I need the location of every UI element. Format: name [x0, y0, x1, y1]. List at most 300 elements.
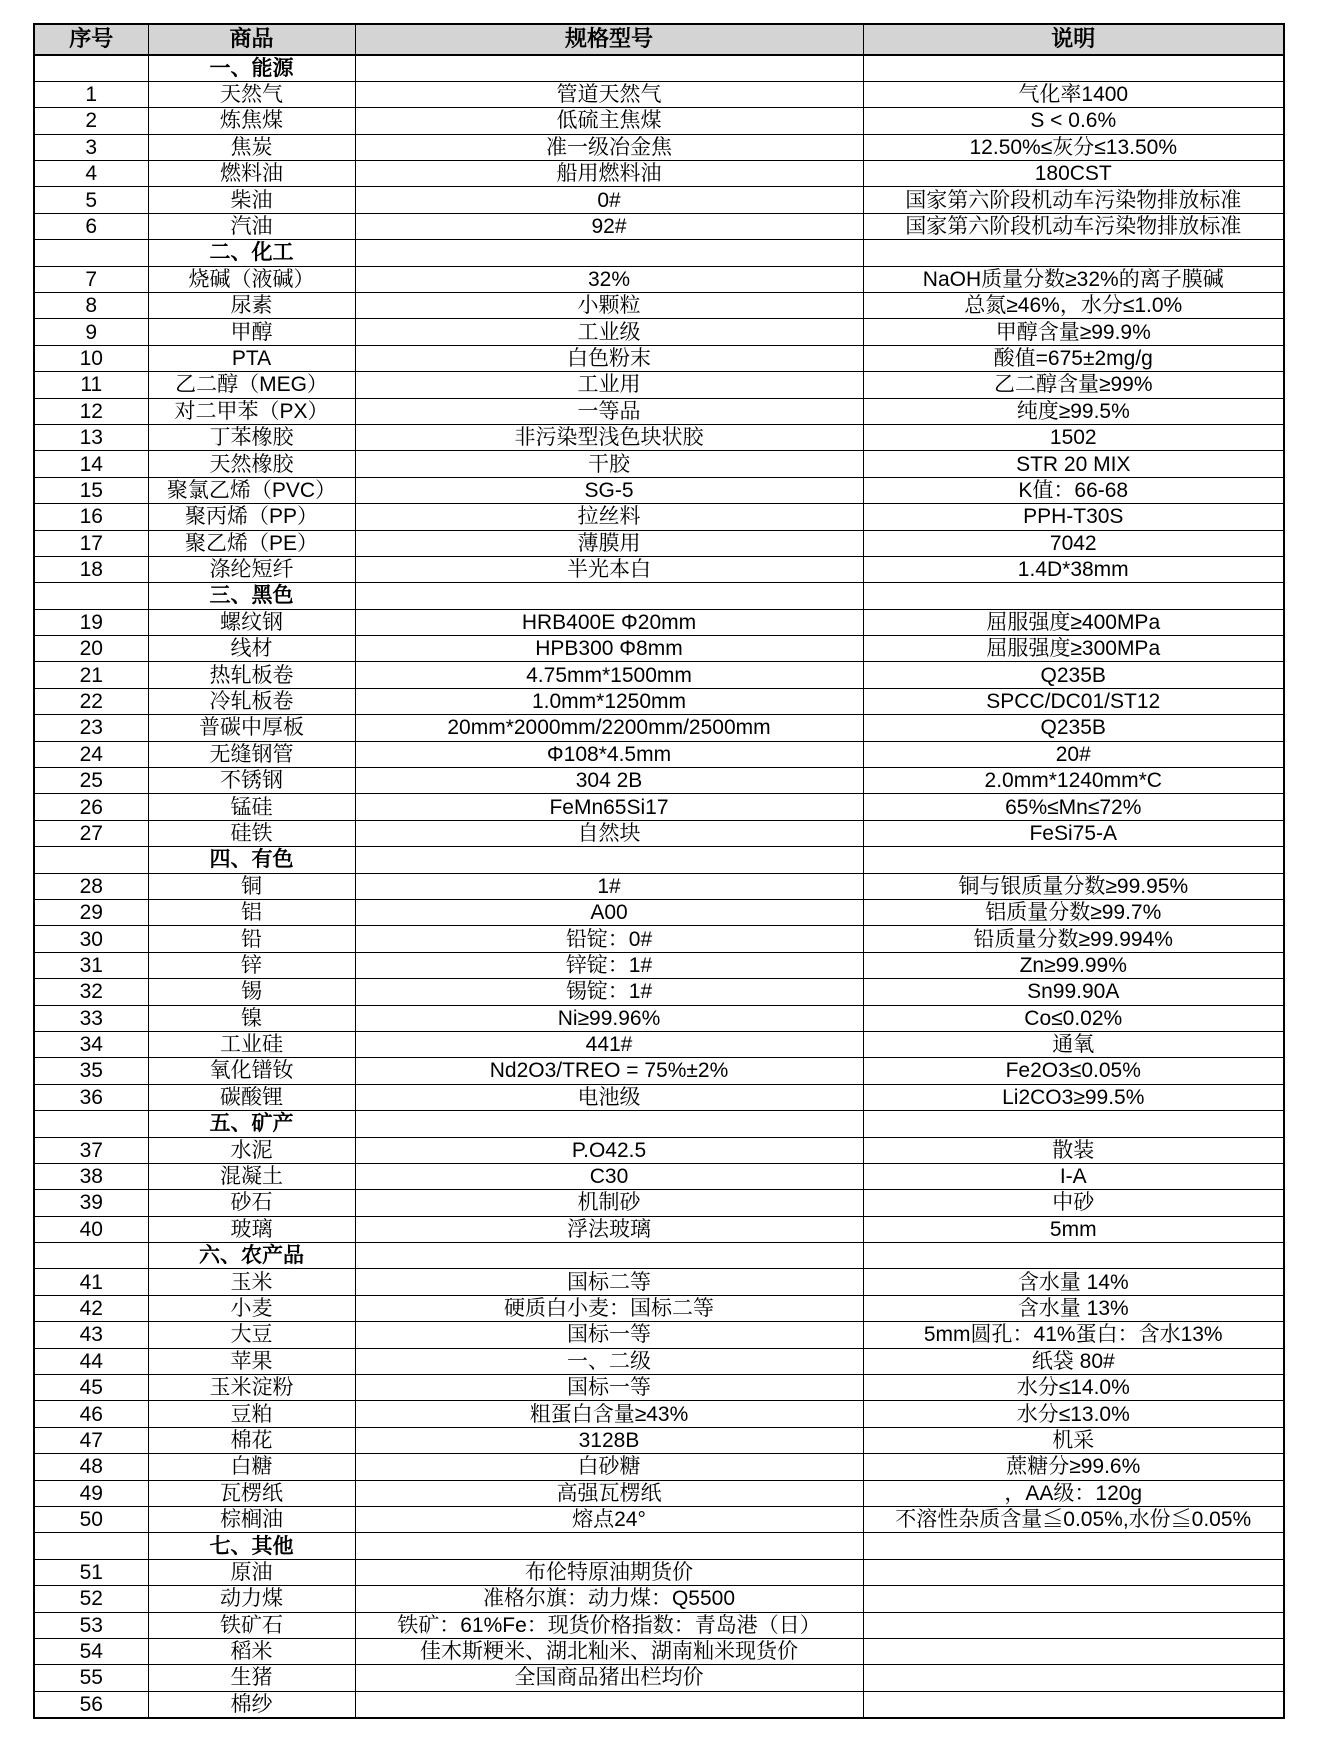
cell-note	[863, 55, 1284, 81]
cell-note: Zn≥99.99%	[863, 952, 1284, 978]
item-row	[34, 1163, 1284, 1189]
cell-note: NaOH质量分数≥32%的离子膜碱	[863, 266, 1284, 292]
cell-no: 45	[34, 1375, 148, 1401]
cell-no: 16	[34, 504, 148, 530]
item-row	[34, 688, 1284, 714]
cell-spec: 一等品	[355, 398, 863, 424]
cell-note: 通氧	[863, 1031, 1284, 1057]
cell-note: 乙二醇含量≥99%	[863, 372, 1284, 398]
cell-note: 1.4D*38mm	[863, 556, 1284, 582]
item-row	[34, 1322, 1284, 1348]
cell-commodity: 砂石	[148, 1190, 355, 1216]
item-row	[34, 1031, 1284, 1057]
cell-spec: 0#	[355, 187, 863, 213]
cell-note: SPCC/DC01/ST12	[863, 688, 1284, 714]
cell-note: 不溶性杂质含量≦0.05%,水份≦0.05%	[863, 1506, 1284, 1532]
cell-note: 5mm圆孔：41%蛋白：含水13%	[863, 1322, 1284, 1348]
cell-no: 37	[34, 1137, 148, 1163]
cell-commodity: 对二甲苯（PX）	[148, 398, 355, 424]
cell-no: 48	[34, 1454, 148, 1480]
cell-commodity: 丁苯橡胶	[148, 424, 355, 450]
item-row	[34, 1454, 1284, 1480]
cell-no: 41	[34, 1269, 148, 1295]
item-row	[34, 1295, 1284, 1321]
cell-commodity: 聚氯乙烯（PVC）	[148, 477, 355, 503]
cell-note: 12.50%≤灰分≤13.50%	[863, 134, 1284, 160]
item-row	[34, 108, 1284, 134]
item-row	[34, 979, 1284, 1005]
section-title: 七、其他	[148, 1533, 355, 1559]
cell-spec: Nd2O3/TREO = 75%±2%	[355, 1058, 863, 1084]
cell-commodity: 棕榈油	[148, 1506, 355, 1532]
item-row	[34, 161, 1284, 187]
cell-no: 12	[34, 398, 148, 424]
item-row	[34, 1058, 1284, 1084]
item-row	[34, 424, 1284, 450]
cell-note	[863, 1533, 1284, 1559]
cell-no: 23	[34, 715, 148, 741]
cell-note: 含水量 14%	[863, 1269, 1284, 1295]
cell-commodity: 甲醇	[148, 319, 355, 345]
cell-commodity: 铅	[148, 926, 355, 952]
cell-commodity: 柴油	[148, 187, 355, 213]
item-row	[34, 81, 1284, 107]
cell-commodity: 镍	[148, 1005, 355, 1031]
cell-note	[863, 1243, 1284, 1269]
cell-no: 51	[34, 1559, 148, 1585]
cell-no: 49	[34, 1480, 148, 1506]
cell-commodity: 涤纶短纤	[148, 556, 355, 582]
header-cell-no: 序号	[34, 24, 148, 55]
cell-commodity: 稻米	[148, 1638, 355, 1664]
item-row	[34, 662, 1284, 688]
commodity-table-body	[34, 55, 1284, 1718]
cell-note: 总氮≥46%，水分≤1.0%	[863, 293, 1284, 319]
cell-no: 35	[34, 1058, 148, 1084]
cell-commodity: 豆粕	[148, 1401, 355, 1427]
cell-note: 65%≤Mn≤72%	[863, 794, 1284, 820]
cell-spec: 3128B	[355, 1427, 863, 1453]
cell-note: 2.0mm*1240mm*C	[863, 768, 1284, 794]
item-row	[34, 1375, 1284, 1401]
item-row	[34, 1401, 1284, 1427]
cell-note	[863, 1111, 1284, 1137]
cell-note: 中砂	[863, 1190, 1284, 1216]
cell-no: 10	[34, 345, 148, 371]
cell-no: 34	[34, 1031, 148, 1057]
cell-no: 33	[34, 1005, 148, 1031]
cell-spec: 白色粉末	[355, 345, 863, 371]
cell-no: 42	[34, 1295, 148, 1321]
cell-no: 21	[34, 662, 148, 688]
cell-commodity: 天然橡胶	[148, 451, 355, 477]
cell-spec: 薄膜用	[355, 530, 863, 556]
cell-spec: 非污染型浅色块状胶	[355, 424, 863, 450]
cell-note	[863, 1665, 1284, 1691]
table-header	[34, 24, 1284, 55]
cell-spec	[355, 1533, 863, 1559]
cell-spec: 高强瓦楞纸	[355, 1480, 863, 1506]
cell-spec: 一、二级	[355, 1348, 863, 1374]
cell-note	[863, 583, 1284, 609]
item-row	[34, 293, 1284, 319]
cell-no: 44	[34, 1348, 148, 1374]
cell-note: 铝质量分数≥99.7%	[863, 900, 1284, 926]
cell-commodity: 大豆	[148, 1322, 355, 1348]
cell-no	[34, 55, 148, 81]
item-row	[34, 187, 1284, 213]
item-row	[34, 1665, 1284, 1691]
cell-spec: Φ108*4.5mm	[355, 741, 863, 767]
cell-no: 54	[34, 1638, 148, 1664]
cell-note: 5mm	[863, 1216, 1284, 1242]
item-row	[34, 926, 1284, 952]
item-row	[34, 372, 1284, 398]
cell-spec: 粗蛋白含量≥43%	[355, 1401, 863, 1427]
section-row	[34, 847, 1284, 873]
cell-note: 铅质量分数≥99.994%	[863, 926, 1284, 952]
cell-note: 气化率1400	[863, 81, 1284, 107]
cell-spec: 铁矿：61%Fe：现货价格指数：青岛港（日）	[355, 1612, 863, 1638]
cell-spec: 国标一等	[355, 1322, 863, 1348]
cell-spec: HPB300 Φ8mm	[355, 636, 863, 662]
cell-spec: 92#	[355, 213, 863, 239]
cell-commodity: 尿素	[148, 293, 355, 319]
cell-no	[34, 1243, 148, 1269]
cell-no: 1	[34, 81, 148, 107]
section-row	[34, 240, 1284, 266]
cell-spec: 熔点24°	[355, 1506, 863, 1532]
item-row	[34, 1348, 1284, 1374]
cell-note: 水分≤14.0%	[863, 1375, 1284, 1401]
cell-note: Co≤0.02%	[863, 1005, 1284, 1031]
cell-commodity: 铁矿石	[148, 1612, 355, 1638]
item-row	[34, 715, 1284, 741]
cell-no: 4	[34, 161, 148, 187]
item-row	[34, 451, 1284, 477]
cell-spec	[355, 583, 863, 609]
cell-commodity: PTA	[148, 345, 355, 371]
cell-note: Q235B	[863, 715, 1284, 741]
item-row	[34, 1005, 1284, 1031]
item-row	[34, 345, 1284, 371]
cell-no: 6	[34, 213, 148, 239]
cell-note: 屈服强度≥300MPa	[863, 636, 1284, 662]
cell-commodity: 汽油	[148, 213, 355, 239]
cell-spec: 自然块	[355, 820, 863, 846]
cell-commodity: 普碳中厚板	[148, 715, 355, 741]
cell-spec: 机制砂	[355, 1190, 863, 1216]
cell-commodity: 混凝土	[148, 1163, 355, 1189]
cell-no: 3	[34, 134, 148, 160]
cell-no: 29	[34, 900, 148, 926]
cell-note: Fe2O3≤0.05%	[863, 1058, 1284, 1084]
cell-commodity: 铜	[148, 873, 355, 899]
cell-commodity: 动力煤	[148, 1586, 355, 1612]
cell-spec: 工业用	[355, 372, 863, 398]
item-row	[34, 504, 1284, 530]
cell-commodity: 棉花	[148, 1427, 355, 1453]
item-row	[34, 900, 1284, 926]
item-row	[34, 873, 1284, 899]
cell-note: 含水量 13%	[863, 1295, 1284, 1321]
cell-note: S < 0.6%	[863, 108, 1284, 134]
item-row	[34, 1612, 1284, 1638]
cell-spec: A00	[355, 900, 863, 926]
cell-spec: 硬质白小麦：国标二等	[355, 1295, 863, 1321]
cell-spec: 国标一等	[355, 1375, 863, 1401]
cell-commodity: 锰硅	[148, 794, 355, 820]
cell-no: 8	[34, 293, 148, 319]
cell-note: Sn99.90A	[863, 979, 1284, 1005]
cell-no	[34, 583, 148, 609]
cell-spec: 干胶	[355, 451, 863, 477]
cell-no: 47	[34, 1427, 148, 1453]
item-row	[34, 820, 1284, 846]
cell-no: 25	[34, 768, 148, 794]
cell-note: 蔗糖分≥99.6%	[863, 1454, 1284, 1480]
cell-note: ，AA级：120g	[863, 1480, 1284, 1506]
cell-no: 5	[34, 187, 148, 213]
cell-no: 26	[34, 794, 148, 820]
cell-spec	[355, 240, 863, 266]
section-row	[34, 1243, 1284, 1269]
cell-note	[863, 847, 1284, 873]
cell-spec	[355, 1243, 863, 1269]
cell-note: 水分≤13.0%	[863, 1401, 1284, 1427]
cell-spec: 铅锭：0#	[355, 926, 863, 952]
cell-commodity: 氧化镨钕	[148, 1058, 355, 1084]
cell-no: 39	[34, 1190, 148, 1216]
cell-note: 1502	[863, 424, 1284, 450]
section-title: 三、黑色	[148, 583, 355, 609]
cell-spec: 佳木斯粳米、湖北籼米、湖南籼米现货价	[355, 1638, 863, 1664]
cell-no: 30	[34, 926, 148, 952]
cell-no	[34, 1111, 148, 1137]
section-title: 四、有色	[148, 847, 355, 873]
cell-no: 46	[34, 1401, 148, 1427]
cell-note	[863, 1691, 1284, 1717]
cell-no: 56	[34, 1691, 148, 1717]
cell-no: 11	[34, 372, 148, 398]
item-row	[34, 266, 1284, 292]
cell-spec: 准格尔旗：动力煤：Q5500	[355, 1586, 863, 1612]
cell-no: 31	[34, 952, 148, 978]
cell-no: 22	[34, 688, 148, 714]
item-row	[34, 768, 1284, 794]
cell-spec: Ni≥99.96%	[355, 1005, 863, 1031]
section-row	[34, 583, 1284, 609]
header-cell-commodity: 商品	[148, 24, 355, 55]
item-row	[34, 1586, 1284, 1612]
cell-commodity: 工业硅	[148, 1031, 355, 1057]
cell-note: 国家第六阶段机动车污染物排放标准	[863, 213, 1284, 239]
item-row	[34, 530, 1284, 556]
cell-spec: C30	[355, 1163, 863, 1189]
cell-note: 机采	[863, 1427, 1284, 1453]
item-row	[34, 1506, 1284, 1532]
cell-spec: 441#	[355, 1031, 863, 1057]
cell-note	[863, 1559, 1284, 1585]
section-title: 一、能源	[148, 55, 355, 81]
item-row	[34, 952, 1284, 978]
cell-commodity: 不锈钢	[148, 768, 355, 794]
cell-commodity: 水泥	[148, 1137, 355, 1163]
cell-note: 纯度≥99.5%	[863, 398, 1284, 424]
item-row	[34, 1559, 1284, 1585]
section-title: 二、化工	[148, 240, 355, 266]
section-row	[34, 1111, 1284, 1137]
cell-no: 15	[34, 477, 148, 503]
cell-note: 铜与银质量分数≥99.95%	[863, 873, 1284, 899]
cell-commodity: 焦炭	[148, 134, 355, 160]
item-row	[34, 609, 1284, 635]
section-title: 六、农产品	[148, 1243, 355, 1269]
cell-spec: 国标二等	[355, 1269, 863, 1295]
cell-no: 9	[34, 319, 148, 345]
item-row	[34, 741, 1284, 767]
item-row	[34, 636, 1284, 662]
cell-spec: 浮法玻璃	[355, 1216, 863, 1242]
item-row	[34, 134, 1284, 160]
cell-no: 13	[34, 424, 148, 450]
cell-spec: 1#	[355, 873, 863, 899]
cell-commodity: 棉纱	[148, 1691, 355, 1717]
item-row	[34, 794, 1284, 820]
header-cell-spec: 规格型号	[355, 24, 863, 55]
cell-spec: 20mm*2000mm/2200mm/2500mm	[355, 715, 863, 741]
cell-commodity: 铝	[148, 900, 355, 926]
cell-spec	[355, 847, 863, 873]
cell-no: 14	[34, 451, 148, 477]
cell-commodity: 锡	[148, 979, 355, 1005]
cell-spec: 锌锭：1#	[355, 952, 863, 978]
cell-spec: 锡锭：1#	[355, 979, 863, 1005]
header-row	[34, 24, 1284, 55]
cell-spec: 4.75mm*1500mm	[355, 662, 863, 688]
cell-no: 24	[34, 741, 148, 767]
cell-commodity: 白糖	[148, 1454, 355, 1480]
cell-commodity: 无缝钢管	[148, 741, 355, 767]
cell-commodity: 玉米	[148, 1269, 355, 1295]
item-row	[34, 398, 1284, 424]
item-row	[34, 319, 1284, 345]
cell-note: 屈服强度≥400MPa	[863, 609, 1284, 635]
cell-commodity: 生猪	[148, 1665, 355, 1691]
cell-spec: 32%	[355, 266, 863, 292]
cell-no	[34, 847, 148, 873]
cell-commodity: 天然气	[148, 81, 355, 107]
item-row	[34, 1190, 1284, 1216]
cell-commodity: 瓦楞纸	[148, 1480, 355, 1506]
cell-commodity: 锌	[148, 952, 355, 978]
item-row	[34, 1216, 1284, 1242]
cell-note: 7042	[863, 530, 1284, 556]
cell-spec	[355, 55, 863, 81]
cell-spec: 船用燃料油	[355, 161, 863, 187]
cell-no: 18	[34, 556, 148, 582]
cell-note	[863, 1638, 1284, 1664]
cell-no: 55	[34, 1665, 148, 1691]
cell-no: 43	[34, 1322, 148, 1348]
cell-commodity: 乙二醇（MEG）	[148, 372, 355, 398]
cell-commodity: 玉米淀粉	[148, 1375, 355, 1401]
cell-spec: P.O42.5	[355, 1137, 863, 1163]
cell-commodity: 线材	[148, 636, 355, 662]
cell-spec	[355, 1111, 863, 1137]
cell-note	[863, 1586, 1284, 1612]
cell-note: 20#	[863, 741, 1284, 767]
item-row	[34, 1269, 1284, 1295]
cell-spec: HRB400E Φ20mm	[355, 609, 863, 635]
cell-commodity: 苹果	[148, 1348, 355, 1374]
cell-note: I-A	[863, 1163, 1284, 1189]
cell-spec: 管道天然气	[355, 81, 863, 107]
cell-commodity: 冷轧板卷	[148, 688, 355, 714]
cell-commodity: 聚乙烯（PE）	[148, 530, 355, 556]
cell-no: 32	[34, 979, 148, 1005]
section-title: 五、矿产	[148, 1111, 355, 1137]
item-row	[34, 477, 1284, 503]
cell-note: 甲醇含量≥99.9%	[863, 319, 1284, 345]
cell-no: 27	[34, 820, 148, 846]
cell-spec: 准一级冶金焦	[355, 134, 863, 160]
cell-spec: 304 2B	[355, 768, 863, 794]
cell-no	[34, 1533, 148, 1559]
cell-no	[34, 240, 148, 266]
cell-note: PPH-T30S	[863, 504, 1284, 530]
item-row	[34, 1691, 1284, 1717]
cell-spec: SG-5	[355, 477, 863, 503]
cell-spec: 布伦特原油期货价	[355, 1559, 863, 1585]
cell-note: Q235B	[863, 662, 1284, 688]
cell-commodity: 玻璃	[148, 1216, 355, 1242]
item-row	[34, 556, 1284, 582]
cell-note: Li2CO3≥99.5%	[863, 1084, 1284, 1110]
cell-note: STR 20 MIX	[863, 451, 1284, 477]
cell-spec: 白砂糖	[355, 1454, 863, 1480]
cell-commodity: 燃料油	[148, 161, 355, 187]
cell-commodity: 硅铁	[148, 820, 355, 846]
cell-commodity: 碳酸锂	[148, 1084, 355, 1110]
cell-no: 40	[34, 1216, 148, 1242]
cell-spec	[355, 1691, 863, 1717]
cell-no: 28	[34, 873, 148, 899]
cell-commodity: 螺纹钢	[148, 609, 355, 635]
cell-spec: 电池级	[355, 1084, 863, 1110]
cell-commodity: 烧碱（液碱）	[148, 266, 355, 292]
cell-no: 36	[34, 1084, 148, 1110]
section-row	[34, 55, 1284, 81]
item-row	[34, 1084, 1284, 1110]
header-cell-note: 说明	[863, 24, 1284, 55]
item-row	[34, 1480, 1284, 1506]
cell-note: 散装	[863, 1137, 1284, 1163]
cell-commodity: 聚丙烯（PP）	[148, 504, 355, 530]
cell-commodity: 热轧板卷	[148, 662, 355, 688]
cell-no: 38	[34, 1163, 148, 1189]
cell-no: 53	[34, 1612, 148, 1638]
cell-spec: FeMn65Si17	[355, 794, 863, 820]
cell-spec: 小颗粒	[355, 293, 863, 319]
cell-no: 19	[34, 609, 148, 635]
cell-note: FeSi75-A	[863, 820, 1284, 846]
cell-note: 纸袋 80#	[863, 1348, 1284, 1374]
cell-no: 2	[34, 108, 148, 134]
cell-spec: 拉丝料	[355, 504, 863, 530]
cell-note	[863, 1612, 1284, 1638]
cell-note	[863, 240, 1284, 266]
